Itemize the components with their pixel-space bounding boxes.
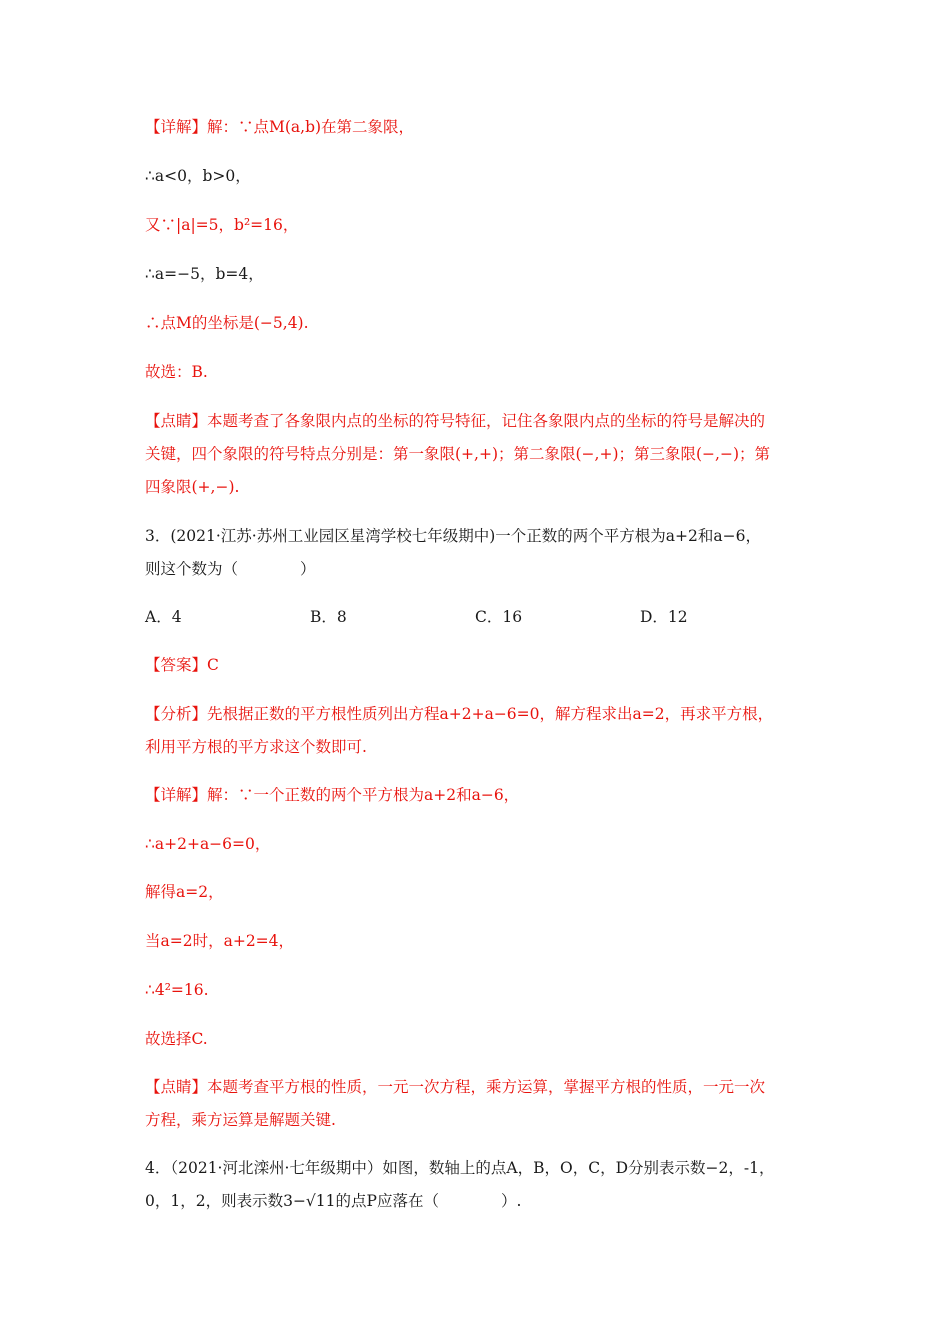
option-c: C．16 xyxy=(475,608,523,626)
solution-detail-line-2: ∴a<0，b>0， xyxy=(145,167,251,185)
question-4-stem-line-1: 4．（2021·河北滦州·七年级期中）如图，数轴上的点A，B，O，C，D分别表示数−2，-1， xyxy=(145,1159,775,1177)
analysis-line-2: 利用平方根的平方求这个数即可. xyxy=(145,738,367,756)
solution-detail-line-5: ∴点M的坐标是(−5,4). xyxy=(145,314,309,332)
solution-detail-line-4: ∴a=−5，b=4， xyxy=(145,265,264,283)
detail-line-3: 解得a=2， xyxy=(145,883,224,901)
detail-line-1: 【详解】解：∵一个正数的两个平方根为a+2和a−6， xyxy=(145,786,520,804)
comment-line-2: 关键，四个象限的符号特点分别是：第一象限(+,+)；第二象限(−,+)；第三象限(−,−)；第 xyxy=(145,445,770,463)
option-b: B．8 xyxy=(310,608,347,626)
option-d: D．12 xyxy=(640,608,688,626)
solution-detail-line-1: 【详解】解：∵点M(a,b)在第二象限， xyxy=(145,118,415,136)
answer-choice-line: 故选：B. xyxy=(145,363,208,381)
option-a: A．4 xyxy=(145,608,182,626)
comment-line-3: 四象限(+,−). xyxy=(145,478,240,496)
detail-line-4: 当a=2时，a+2=4， xyxy=(145,932,295,950)
question-4-stem-line-2: 0，1，2，则表示数3−√11的点P应落在（ ）. xyxy=(145,1192,522,1210)
detail-line-2: ∴a+2+a−6=0， xyxy=(145,835,271,853)
comment-line-4: 【点睛】本题考查平方根的性质，一元一次方程，乘方运算，掌握平方根的性质，一元一次 xyxy=(145,1078,766,1096)
comment-line-5: 方程，乘方运算是解题关键. xyxy=(145,1111,336,1129)
analysis-line-1: 【分析】先根据正数的平方根性质列出方程a+2+a−6=0，解方程求出a=2，再求平方根， xyxy=(145,705,774,723)
question-3-stem-line-1: 3．(2021·江苏·苏州工业园区星湾学校七年级期中)一个正数的两个平方根为a+2和a−6， xyxy=(145,527,761,545)
detail-line-5: ∴4²=16. xyxy=(145,981,209,999)
question-3-stem-line-2: 则这个数为（ ） xyxy=(145,560,316,578)
comment-line-1: 【点睛】本题考查了各象限内点的坐标的符号特征，记住各象限内点的坐标的符号是解决的 xyxy=(145,412,766,430)
detail-line-6: 故选择C. xyxy=(145,1030,208,1048)
answer-line: 【答案】C xyxy=(145,656,219,674)
solution-detail-line-3: 又∵|a|=5，b²=16， xyxy=(145,216,299,234)
